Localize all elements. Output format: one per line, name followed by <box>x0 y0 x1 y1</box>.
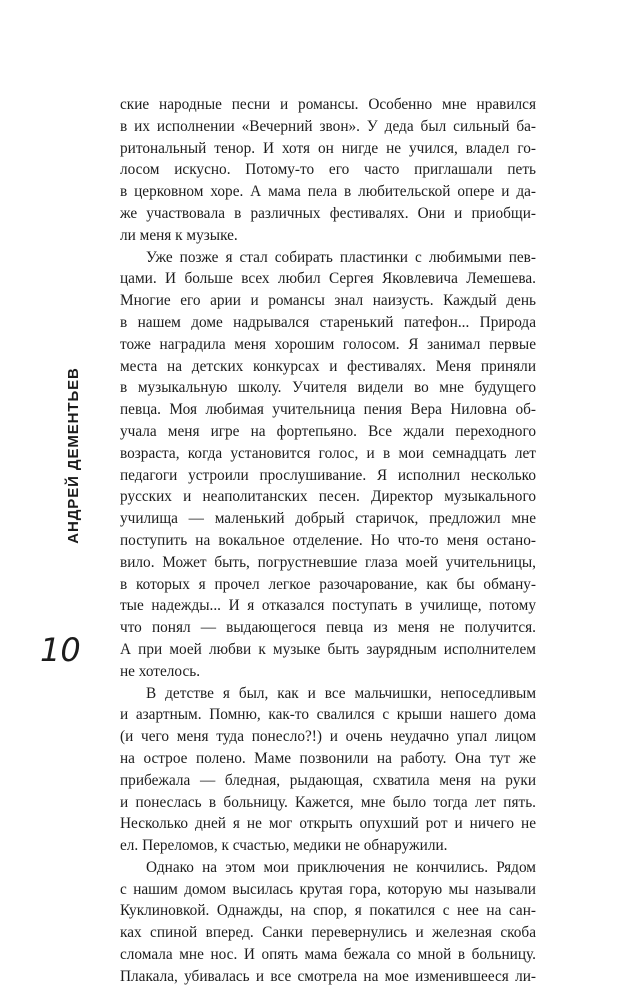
text-line: вило. Может быть, погрустневшие глаза моей учительницы, <box>120 553 536 571</box>
text-line: в которых я прочел легкое разочарование, как бы обману- <box>120 575 536 593</box>
text-line: Несколько дней я не мог открыть опухший рот и ничего не <box>120 815 536 833</box>
text-line: сломала мне нос. И опять мама бежала со мной в больницу. <box>120 946 536 964</box>
text-line: А при моей любви к музыке быть заурядным исполнителем <box>120 640 536 658</box>
text-line: тые надежды... И я отказался поступать в училище, потому <box>120 597 536 615</box>
text-line: ках спиной вперед. Санки перевернулись и железная скоба <box>120 924 536 942</box>
text-line: Многие его арии и романсы знал наизусть. Каждый день <box>120 292 536 310</box>
text-line: в музыкальную школу. Учителя видели во мне будущего <box>120 379 536 397</box>
text-line: поступить на вокальное отделение. Но что-то меня остано- <box>120 531 536 549</box>
text-line: (и чего меня туда понесло?!) и очень неудачно упал лицом <box>120 728 536 746</box>
text-line: училища — маленький добрый старичок, предложил мне <box>120 510 536 528</box>
author-name: АНДРЕЙ ДЕМЕНТЬЕВ <box>64 366 82 544</box>
text-line: цами. И больше всех любил Сергея Яковлевича Лемешева. <box>120 270 536 288</box>
text-line: ли меня к музыке. <box>120 226 238 244</box>
text-line: места на детских конкурсах и фестивалях. Меня приняли <box>120 357 536 375</box>
text-line: Однако на этом мои приключения не кончились. Рядом <box>146 858 536 876</box>
running-head <box>56 290 90 620</box>
text-line: на острое полено. Маме позвонили на работу. Она тут же <box>120 749 536 767</box>
page-number: 10 <box>40 631 81 669</box>
text-line: же участвовала в различных фестивалях. Они и приобщи- <box>120 204 536 222</box>
body-text <box>120 94 536 988</box>
text-line: В детстве я был, как и все мальчишки, непоседливым <box>146 684 536 702</box>
text-line: тоже наградила меня хорошим голосом. Я занимал первые <box>120 335 536 353</box>
text-line: ские народные песни и романсы. Особенно мне нравился <box>120 96 536 113</box>
text-line: учала меня игре на фортепьяно. Все ждали переходного <box>120 422 536 440</box>
text-line: Плакала, убивалась и все смотрела на мое изменившееся ли- <box>120 967 536 985</box>
text-line: ритональный тенор. И хотя он нигде не учился, владел го- <box>120 139 536 157</box>
text-line: в их исполнении «Вечерний звон». У деда был сильный ба- <box>120 117 536 135</box>
text-line: не хотелось. <box>120 662 201 680</box>
text-line: и азартным. Помню, как-то свалился с крыши нашего дома <box>120 706 536 724</box>
text-line: с нашим домом высилась крутая гора, которую мы называли <box>120 880 536 898</box>
text-line: прибежала — бледная, рыдающая, схватила меня на руки <box>120 771 536 789</box>
text-line: педагоги устроили прослушивание. Я исполнил несколько <box>120 466 536 484</box>
text-line: в церковном хоре. А мама пела в любительской опере и да- <box>120 183 536 201</box>
text-line: в нашем доме надрывался старенький патефон... Природа <box>120 313 536 331</box>
text-line: возраста, когда установится голос, и в мои семнадцать лет <box>120 444 536 462</box>
text-line: ел. Переломов, к счастью, медики не обнаружили. <box>120 837 448 855</box>
text-line: певца. Моя любимая учительница пения Вера Ниловна об- <box>120 401 536 419</box>
text-line: и понеслась в больницу. Кажется, мне было тогда лет пять. <box>120 793 536 811</box>
text-line: что понял — выдающегося певца из меня не получится. <box>120 619 536 637</box>
text-line: Куклиновкой. Однажды, на спор, я покатился с нее на сан- <box>120 902 536 920</box>
text-line: русских и неаполитанских песен. Директор музыкального <box>120 488 536 506</box>
text-line: лосом искусно. Потому-то его часто приглашали петь <box>120 161 536 179</box>
text-line: Уже позже я стал собирать пластинки с любимыми пев- <box>146 248 536 266</box>
